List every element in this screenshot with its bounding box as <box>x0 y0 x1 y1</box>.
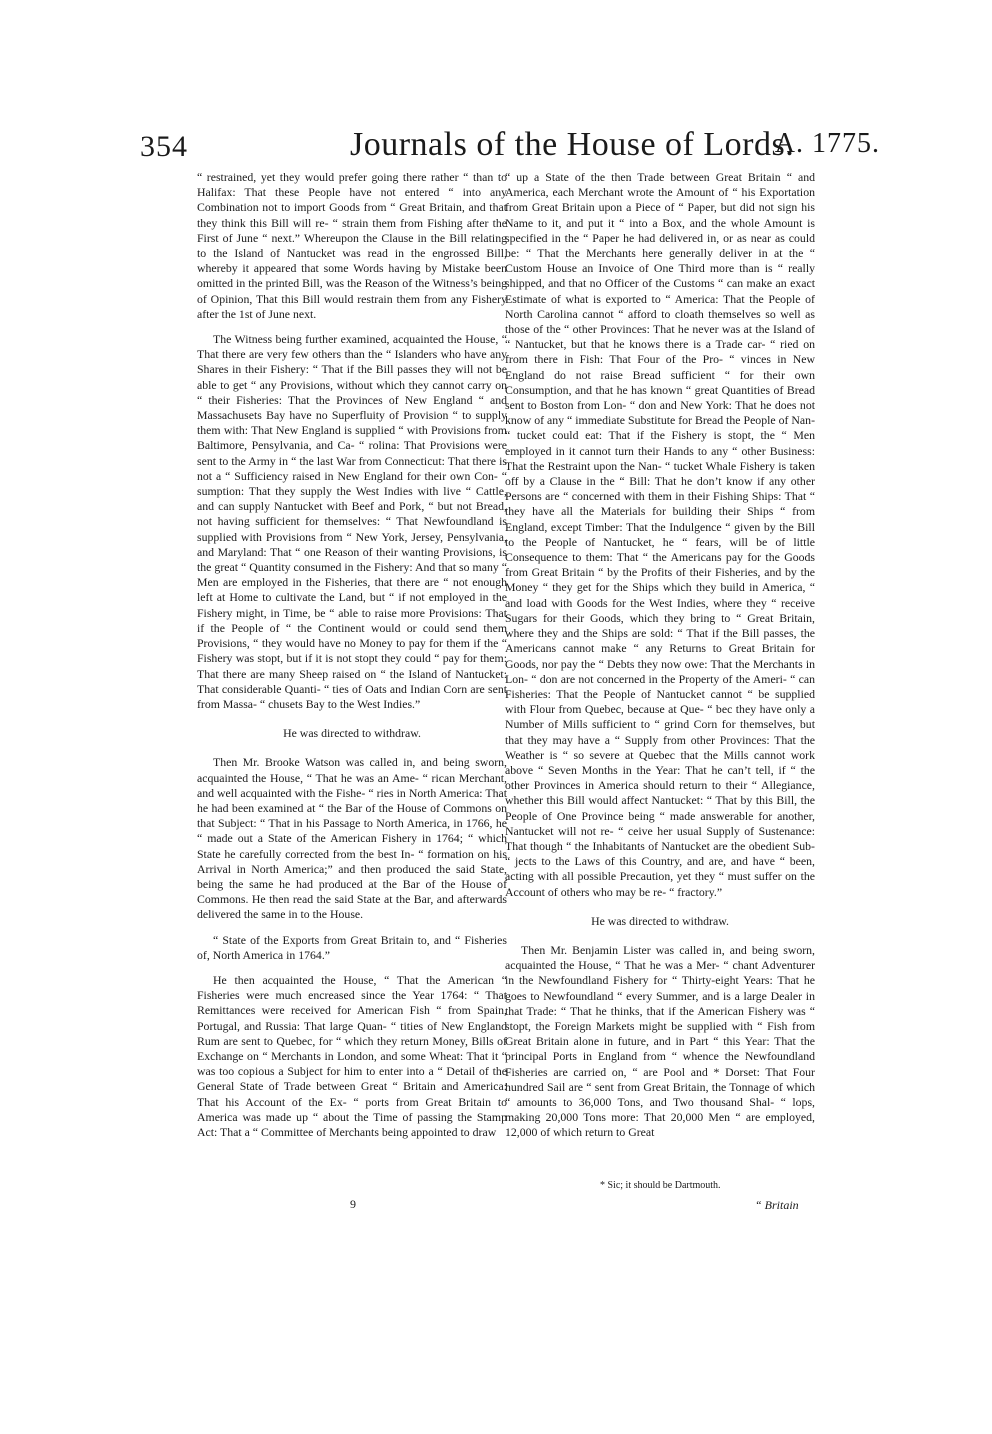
running-title: Journals of the House of Lords. <box>350 126 795 163</box>
catchword: “ Britain <box>755 1198 799 1212</box>
paragraph: Then Mr. Brooke Watson was called in, and being sworn, acquainted the House, “ That he was an Ame- “ rican Merchant, and well acquainted with the Fishe- “ ries in North America: That he had been examined at “ the Bar of the House of Commons on that Subject: “ That in his Passage to North America, in 1766, he “ made out a State of the American Fishery in 1764; “ which State he carefully corrected from the best In- “ formation on his Arrival in North America;” and then produced the said State, being the same he had produced at the Bar of the House of Commons. He then read the said State at the Bar, and afterwards delivered the same in to the House. <box>197 755 507 922</box>
right-column <box>505 170 815 1151</box>
footnote: * Sic; it should be Dartmouth. <box>600 1180 721 1191</box>
paragraph: Then Mr. Benjamin Lister was called in, and being sworn, acquainted the House, “ That he was a Mer- “ chant Adventurer in the Newfoundland Fishery for “ Thirty-eight Years: That he goes to Newfoundland “ every Summer, and is a large Dealer in that Trade: “ That he thinks, that if the American Fishery was “ stopt, the Foreign Markets might be supplied with “ Fish from Great Britain alone in future, and in Part “ this Year: That the principal Ports in England from “ whence the Newfoundland Fisheries are carried on, “ are Pool and * Dorset: That Four hundred Sail are “ sent from Great Britain, the Tonnage of which “ amounts to 36,000 Tons, and Two thousand Shal- “ lops, making 20,000 Tons more: That 20,000 Men “ are employed, 12,000 of which return to Great <box>505 942 815 1140</box>
year-marker: A. 1775. <box>774 128 880 159</box>
signature-mark: 9 <box>350 1197 356 1211</box>
left-column <box>197 170 507 1150</box>
page-header <box>140 122 880 172</box>
paragraph: The Witness being further examined, acquainted the House, “ That there are very few others than the “ Islanders who have any Shares in their Fishery: “ That if the Bill passes they will not be able to get “ any Provisions, without which they cannot carry on “ their Fisheries: That the Provinces of New England “ and Massachusets Bay have no Superfluity of Provision “ to supply them with: That New England is supplied “ with Provisions from Baltimore, Pensylvania, and Ca- “ rolina: That Provisions were sent to the Army in “ the last War from Connecticut: That there is not a “ Sufficiency raised in New England for their own Con- “ sumption: That they supply the West Indies with live “ Cattle, and can supply Nantucket with Beef and Pork, “ but not Bread, not having sufficient for themselves: “ That Newfoundland is supplied with Provisions from “ New York, Jersey, Pensylvania, and Maryland: That “ one Reason of their wanting Provisions, is the great “ Quantity consumed in the Fishery: And that so many “ Men are employed in the Fisheries, that there are “ not enough left at Home to cultivate the Land, but “ if not employed in the Fishery might, in Time, be “ able to raise more Provisions: That if the People of “ the Continent would or could send them Provisions, “ they would have no Money to pay for them if the “ Fishery was stopt, but if it is not stopt they could “ pay for them: That there are many Sheep raised on “ the Island of Nantucket: That considerable Quanti- “ ties of Oats and Indian Corn are sent from Massa- “ chusets Bay to the West Indies.” <box>197 332 507 711</box>
paragraph: He was directed to withdraw. <box>591 913 729 928</box>
paragraph: He was directed to withdraw. <box>283 726 421 741</box>
page-number: 354 <box>140 130 188 163</box>
paragraph: “ restrained, yet they would prefer going there rather “ than to Halifax: That these People have not entered “ into any Combination not to import Goods from “ Great Britain, and that they think this Bill will re- “ strain them from Fishing after the First of June “ next.” Whereupon the Clause in the Bill relating to the Island of Nantucket was read in the engrossed Bill, whereby it appeared that some Words having by Mistake been omitted in the printed Bill, was the Reason of the Witness’s being of Opinion, That this Bill would restrain them from any Fishery after the 1st of June next. <box>197 170 507 321</box>
paragraph: “ up a State of the then Trade between Great Britain “ and America, each Merchant wrote the Amount of “ his Exportation from Great Britain upon a Piece of “ Paper, but did not sign his Name to it, and put it “ into a Box, and the whole Amount is specified in the “ Paper he had delivered in, or as near as could be: “ That the Merchants here generally deliver in at the “ Custom House an Invoice of One Third more than is “ really shipped, and that no Officer of the Customs “ can make an exact Estimate of what is exported to “ America: That the People of North Carolina cannot “ afford to cloath themselves so well as those of the “ other Provinces: That he never was at the Island of “ Nantucket, but that he knows there is a Trade car- “ ried on from there in Fish: That Four of the Pro- “ vinces in New England do not raise Bread sufficient “ for their own Consumption, and that he has known “ great Quantities of Bread sent to Boston from Lon- “ don and New York: That he does not know of any “ immediate Substitute for Bread the People of Nan- “ tucket could eat: That if the Fishery is stopt, the “ Men employed in it cannot turn their Hands to any “ other Business: That the Restraint upon the Nan- “ tucket Whale Fishery is taken off by a Clause in the “ Bill: That he don’t know if any other Persons are “ concerned with them in their Fishing Ships: That “ they have all the Materials for building their Ships “ from England, except Timber: That the Indulgence “ given by the Bill to the People of Nantucket, he “ fears, will be of little Consequence to them: That “ the Americans pay for the Goods from Great Britain “ by the Profits of their Fisheries, and by the Money “ they get for the Ships which they build in America, “ and load with Goods for the West Indies, where they “ receive Sugars for their Goods, which they bring to “ Great Britain, where they and the Ships are sold: “ That if the Bill passes, the Americans cannot make “ any Returns to Great Britain for Goods, nor pay the “ Debts they now owe: That the Merchants in Lon- “ don are not concerned in the Property of the Ameri- “ can Fisheries: That the People of Nantucket cannot “ be supplied with Flour from Quebec, because at Que- “ bec they have only a Number of Mills sufficient to “ grind Corn for themselves, but that they may have a “ Supply from other Provinces: That the Weather is “ so severe at Quebec that the Mills cannot work above “ Seven Months in the Year: That he can’t tell, if “ the other Provinces in America should return to their “ Allegiance, whether this Bill would affect Nantucket: “ That by this Bill, the People of One Province being “ made answerable for another, Nantucket will not re- “ ceive her usual Supply of Sustenance: That though “ the Inhabitants of Nantucket are the obedient Sub- “ jects to the Laws of this Country, and are, and have “ been, acting with all possible Precaution, yet they “ must suffer on the Account of others who may be re- “ fractory.” <box>505 170 815 899</box>
paragraph: “ State of the Exports from Great Britain to, and “ Fisheries of, North America in 1764.” <box>197 932 507 962</box>
paragraph: He then acquainted the House, “ That the American “ Fisheries were much encreased since the Year 1764: “ That Remittances were received for American Fish “ from Spain, Portugal, and Russia: That large Quan- “ tities of New England Rum are sent to Quebec, for “ which they return Money, Bills of Exchange on “ Merchants in London, and some Wheat: That it “ was too copious a Subject for him to enter into a “ Detail of the General State of Trade between Great “ Britain and America: That his Account of the Ex- “ ports from Great Britain to America was made up “ about the Time of passing the Stamp Act: That a “ Committee of Merchants being appointed to draw <box>197 972 507 1139</box>
